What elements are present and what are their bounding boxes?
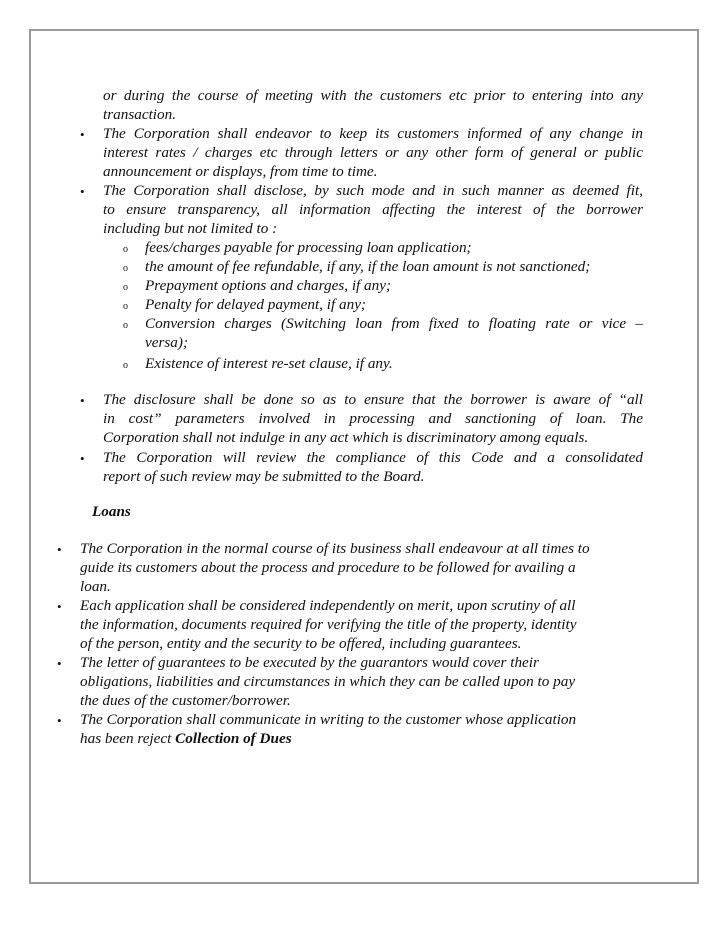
mid-bullet-1-line-3: Corporation shall not indulge in any act which is discriminatory among equals. — [103, 429, 589, 446]
mid-bullet-2-line-1: The Corporation will review the compliance of this Code and a consolidated — [103, 449, 643, 466]
loan-bullet-1-line-3: loan. — [80, 578, 111, 595]
loan-bullet-2-line-3: of the person, entity and the security to be offered, including guarantees. — [80, 635, 522, 652]
circle-bullet-icon: o — [123, 282, 128, 293]
sub-item-6: Existence of interest re-set clause, if any. — [145, 355, 393, 372]
loan-bullet-3-line-1: The letter of guarantees to be executed by the guarantors would cover their — [80, 654, 539, 671]
bullet-icon: • — [80, 451, 85, 466]
intro-line-1: or during the course of meeting with the customers etc prior to entering into any — [103, 87, 643, 104]
loan-bullet-1-line-2: guide its customers about the process and procedure to be followed for availing a — [80, 559, 576, 576]
sub-item-1: fees/charges payable for processing loan application; — [145, 239, 472, 256]
circle-bullet-icon: o — [123, 263, 128, 274]
loan-bullet-4-line-1: The Corporation shall communicate in writing to the customer whose application — [80, 711, 577, 728]
mid-bullet-1-line-2: in cost” parameters involved in processing and sanctioning of loan. The — [103, 410, 643, 427]
top-bullet-2-line-1: The Corporation shall disclose, by such mode and in such manner as deemed fit, — [103, 182, 643, 199]
top-bullet-2-line-3: including but not limited to : — [103, 220, 278, 237]
loan-bullet-3-line-2: obligations, liabilities and circumstances in which they can be called upon to pay — [80, 673, 576, 690]
bullet-icon: • — [80, 184, 85, 199]
bullet-icon: • — [80, 127, 85, 142]
sub-item-4: Penalty for delayed payment, if any; — [145, 296, 366, 313]
mid-bullet-1-line-1: The disclosure shall be done so as to ensure that the borrower is aware of “all — [103, 391, 643, 408]
bullet-icon: • — [57, 599, 62, 614]
bullet-icon: • — [57, 656, 62, 671]
mid-bullet-2-line-2: report of such review may be submitted to the Board. — [103, 468, 425, 485]
loans-heading: Loans — [92, 503, 131, 520]
circle-bullet-icon: o — [123, 360, 128, 371]
sub-item-3: Prepayment options and charges, if any; — [145, 277, 392, 294]
loan-bullet-4-text: has been reject — [80, 730, 176, 747]
top-bullet-1-line-1: The Corporation shall endeavor to keep its customers informed of any change in — [103, 125, 643, 142]
bullet-icon: • — [80, 393, 85, 408]
sub-item-5-line-2: versa); — [145, 334, 189, 351]
loan-bullet-1-line-1: The Corporation in the normal course of its business shall endeavour at all times to — [80, 540, 590, 557]
loan-bullet-3-line-3: the dues of the customer/borrower. — [80, 692, 291, 709]
sub-item-5-line-1: Conversion charges (Switching loan from fixed to floating rate or vice – — [145, 315, 643, 332]
bullet-icon: • — [57, 713, 62, 728]
top-bullet-2-line-2: to ensure transparency, all information affecting the interest of the borrower — [103, 201, 643, 218]
collection-of-dues-heading: Collection of Dues — [175, 730, 292, 747]
circle-bullet-icon: o — [123, 301, 128, 312]
bullet-icon: • — [57, 542, 62, 557]
circle-bullet-icon: o — [123, 320, 128, 331]
loan-bullet-2-line-2: the information, documents required for verifying the title of the property, identity — [80, 616, 577, 633]
loan-bullet-4-line-2 — [80, 729, 292, 748]
top-bullet-1-line-3: announcement or displays, from time to time. — [103, 163, 378, 180]
intro-line-2: transaction. — [103, 106, 176, 123]
loan-bullet-2-line-1: Each application shall be considered independently on merit, upon scrutiny of all — [80, 597, 576, 614]
circle-bullet-icon: o — [123, 244, 128, 255]
sub-item-2: the amount of fee refundable, if any, if the loan amount is not sanctioned; — [145, 258, 591, 275]
top-bullet-1-line-2: interest rates / charges etc through letters or any other form of general or public — [103, 144, 643, 161]
